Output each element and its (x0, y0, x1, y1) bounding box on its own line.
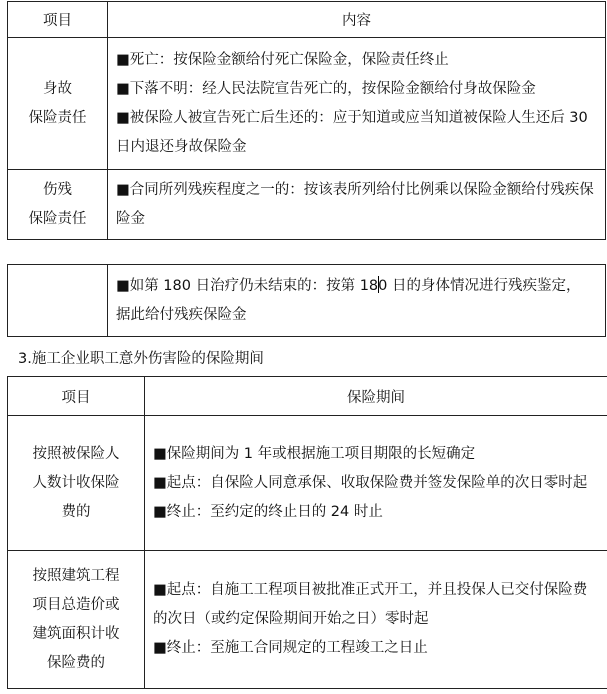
row-label-line: 伤残 (43, 181, 72, 198)
row-label-line: 费的 (61, 503, 91, 520)
column-header-content: 内容 (108, 2, 606, 38)
content-line: ■合同所列残疾程度之一的：按该表所列给付比例乘以保险金额给付残疾保险金 (116, 181, 594, 227)
row-label (8, 38, 108, 170)
table-row (8, 170, 606, 240)
row-label (8, 265, 108, 337)
content-line[interactable] (116, 272, 599, 301)
table-row (8, 265, 606, 337)
insurance-period-table (7, 376, 607, 689)
column-header-period: 保险期间 (145, 377, 607, 416)
content-line: ■下落不明：经人民法院宣告死亡的，按保险金额给付身故保险金 (116, 80, 536, 97)
content-line: ■终止：至约定的终止日的 24 时止 (153, 503, 383, 520)
table-row (8, 416, 607, 551)
row-content (145, 551, 607, 689)
disability-continuation-table (7, 264, 606, 337)
content-line: ■起点：自保险人同意承保、收取保险费并签发保险单的次日零时起 (153, 474, 588, 491)
table-header-row (8, 2, 606, 38)
section-title: 3.施工企业职工意外伤害险的保险期间 (18, 351, 264, 367)
row-label-line: 人数计收保险 (32, 474, 120, 491)
text-segment: 0 日的身体情况进行残疾鉴定， (378, 277, 581, 294)
row-label-line: 保险责任 (28, 109, 87, 126)
content-line: 据此给付残疾保险金 (116, 306, 247, 323)
row-label (8, 170, 108, 240)
row-label (8, 551, 145, 689)
table-row (8, 38, 606, 170)
column-header-item: 项目 (8, 377, 145, 416)
content-line: ■保险期间为 1 年或根据施工项目期限的长短确定 (153, 445, 476, 462)
column-header-item: 项目 (8, 2, 108, 38)
row-content (108, 265, 606, 337)
row-content (108, 170, 606, 240)
row-content (145, 416, 607, 551)
content-line: ■死亡：按保险金额给付死亡保险金，保险责任终止 (116, 51, 449, 68)
row-label-line: 按照被保险人 (32, 445, 120, 462)
content-line: ■起点：自施工工程项目被批准正式开工，并且投保人已交付保险费的次日（或约定保险期间开始之日）零时起 (153, 582, 588, 627)
text-segment: ■如第 180 日治疗仍未结束的：按第 18 (116, 277, 379, 294)
row-content (108, 38, 606, 170)
row-label (8, 416, 145, 551)
row-label-line: 项目总造价或 (32, 596, 120, 613)
table-header-row (8, 377, 607, 416)
content-line: ■终止：至施工合同规定的工程竣工之日止 (153, 640, 428, 656)
row-label-line: 保险责任 (28, 210, 87, 227)
death-disability-liability-table (7, 1, 606, 240)
row-label-line: 建筑面积计收 (32, 625, 120, 642)
table-row (8, 551, 607, 689)
content-line: ■被保险人被宣告死亡后生还的：应于知道或应当知道被保险人生还后 30 日内退还身故保险金 (116, 109, 588, 155)
row-label-line: 保险费的 (47, 654, 105, 671)
row-label-line: 按照建筑工程 (32, 567, 120, 584)
row-label-line: 身故 (43, 80, 72, 97)
